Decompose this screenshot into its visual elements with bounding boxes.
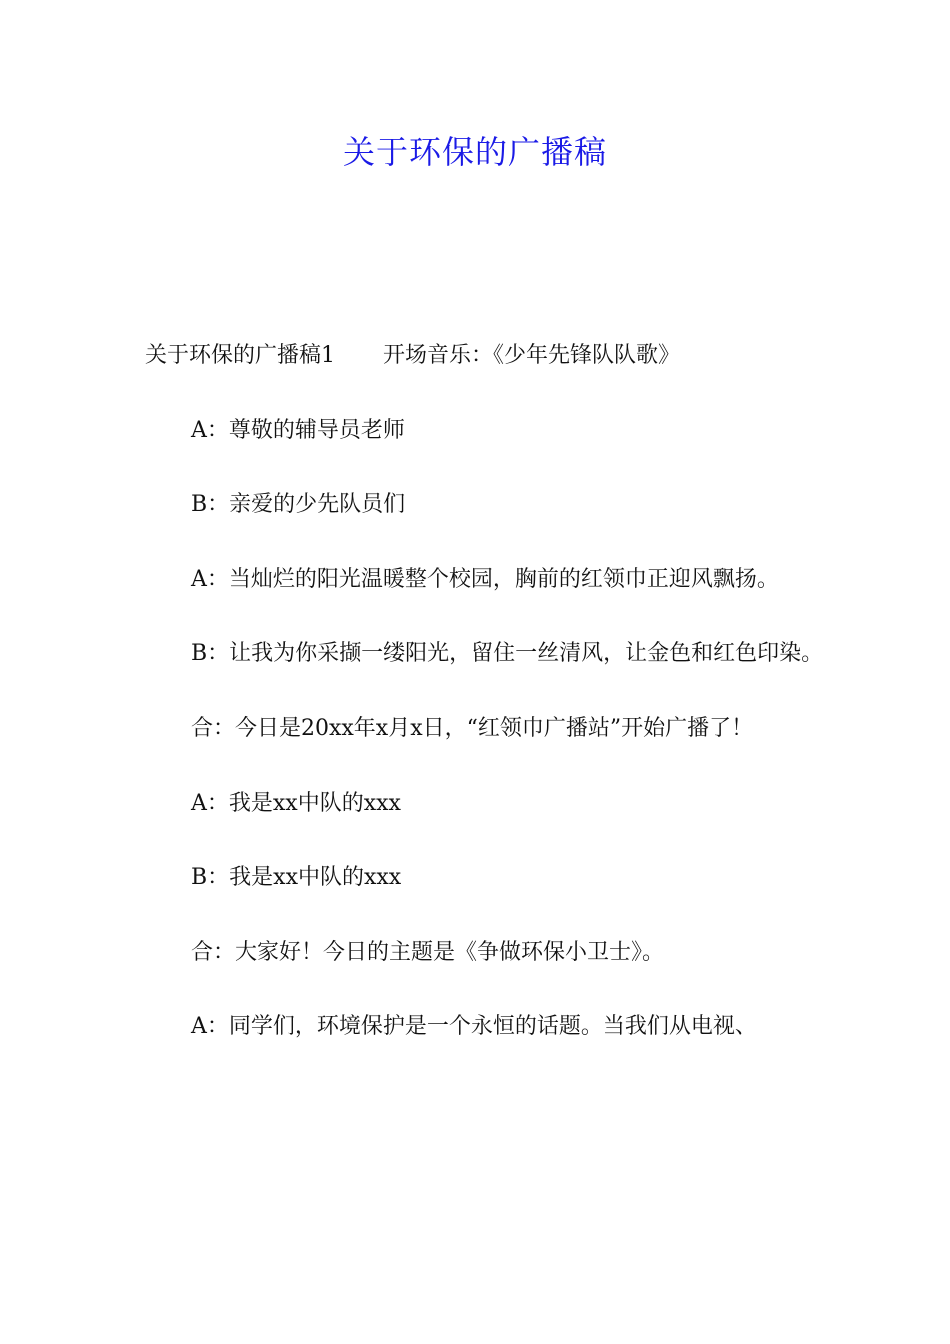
document-title: 关于环保的广播稿 — [342, 133, 607, 171]
paragraph-1: A：尊敬的辅导员老师 — [191, 417, 405, 443]
paragraph-6: A：我是xx中队的xxx — [191, 790, 401, 816]
broadcast-heading: 关于环保的广播稿1 — [145, 343, 335, 368]
paragraph-7: B：我是xx中队的xxx — [191, 865, 402, 891]
opening-music: 开场音乐：《少年先锋队队歌》 — [383, 343, 681, 368]
document-body — [145, 337, 825, 1083]
paragraph-2: B：亲爱的少先队员们 — [191, 492, 406, 518]
paragraph-3: A：当灿烂的阳光温暖整个校园，胸前的红领巾正迎风飘扬。 — [191, 566, 779, 592]
paragraph-5: 合：今日是20xx年x月x日，“红领巾广播站”开始广播了！ — [191, 715, 754, 741]
paragraph-8: 合：大家好！今日的主题是《争做环保小卫士》。 — [191, 939, 665, 965]
paragraph-4: B：让我为你采撷一缕阳光，留住一丝清风，让金色和红色印染。 — [191, 641, 824, 667]
paragraph-9: A：同学们，环境保护是一个永恒的话题。当我们从电视、 — [191, 1014, 757, 1040]
opening-line — [145, 337, 825, 374]
